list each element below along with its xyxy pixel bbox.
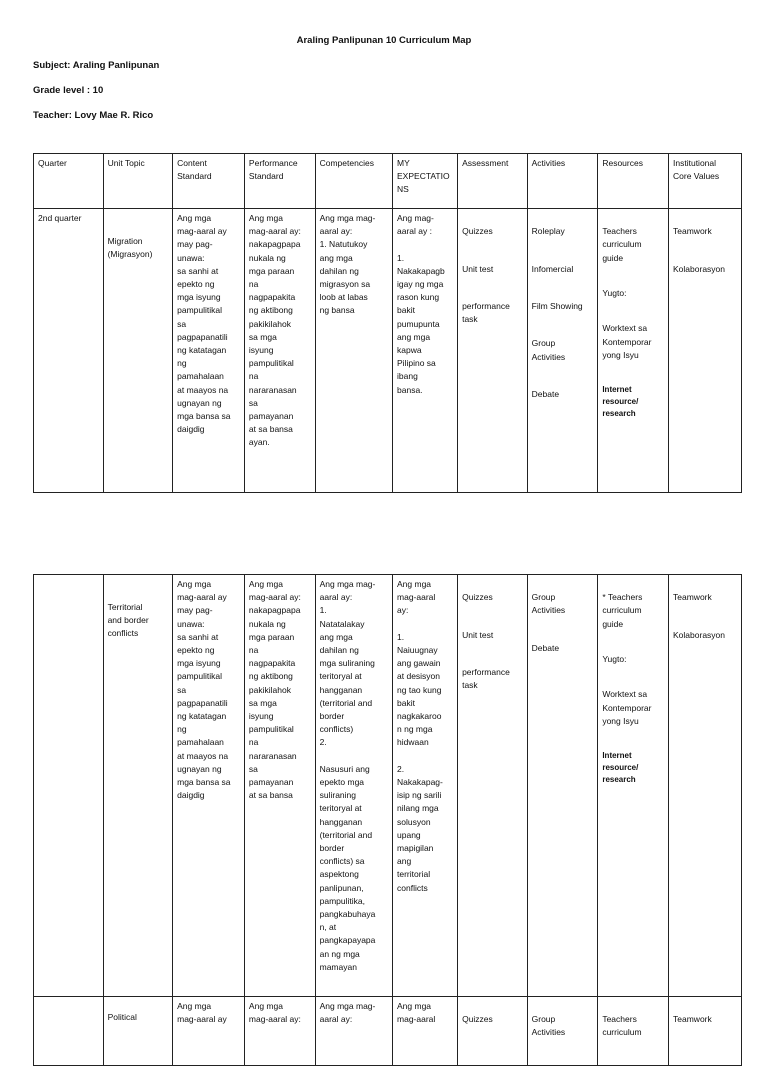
activity-item: Group Activities bbox=[531, 592, 566, 616]
unit-topic-cell: Territorial and border conflicts bbox=[103, 575, 173, 997]
assessment-item: Unit test bbox=[462, 629, 494, 640]
resource-item: * Teachers curriculum guide bbox=[602, 592, 643, 629]
competencies-cell: Ang mga mag- aaral ay: 1. Natatalakay ang mga dahilan ng mga suliraning teritoryal at hangganan (territorial and border conflicts) 2. Nasusuri ang epekto mga suliraning teritoryal at hangganan (territorial and border conflicts) sa aspektong panlipunan, pampulitika, pangkabuhaya n, at pangkapayapa an ng mga mamayan bbox=[315, 575, 392, 997]
core-values-cell bbox=[669, 997, 742, 1066]
resource-item: Worktext sa Kontemporar yong Isyu bbox=[602, 323, 652, 360]
teacher-line: Teacher: Lovy Mae R. Rico bbox=[33, 110, 154, 121]
col-header-core-values: Institutional Core Values bbox=[669, 154, 742, 209]
competencies-cell: Ang mga mag- aaral ay: bbox=[315, 997, 392, 1066]
assessment-cell bbox=[458, 997, 528, 1066]
col-header-quarter: Quarter bbox=[34, 154, 104, 209]
table-row bbox=[34, 997, 742, 1066]
performance-standard-cell: Ang mga mag-aaral ay: nakapagpapa nukala ng mga paraan na nagpapakita ng aktibong pakikilahok sa mga isyung pampulitikal na nararanasan sa pamayanan at sa bansa bbox=[244, 575, 315, 997]
assessment-cell bbox=[458, 209, 528, 493]
activities-cell bbox=[527, 575, 598, 997]
expectations-cell: Ang mag- aaral ay : 1. Nakakapagb igay ng mga rason kung bakit pumupunta ang mga kapwa Pilipino sa ibang bansa. bbox=[393, 209, 458, 493]
activity-item: Group Activities bbox=[531, 338, 566, 362]
resource-item: Teachers curriculum bbox=[602, 1014, 642, 1038]
competencies-cell: Ang mga mag- aaral ay: 1. Natutukoy ang mga dahilan ng migrasyon sa loob at labas ng bansa bbox=[315, 209, 392, 493]
quarter-cell: 2nd quarter bbox=[34, 209, 104, 493]
col-header-activities: Activities bbox=[527, 154, 598, 209]
assessment-item: Quizzes bbox=[462, 226, 493, 237]
col-header-competencies: Competencies bbox=[315, 154, 392, 209]
core-value-item: Teamwork bbox=[673, 226, 712, 237]
activities-cell bbox=[527, 997, 598, 1066]
assessment-cell bbox=[458, 575, 528, 997]
activity-item: Roleplay bbox=[531, 226, 565, 237]
activity-item: Group Activities bbox=[531, 1014, 566, 1038]
assessment-item: Quizzes bbox=[462, 1014, 493, 1025]
resource-item-internet: Internet resource/ research bbox=[602, 385, 639, 419]
activity-item: Debate bbox=[531, 642, 560, 653]
header-row bbox=[34, 154, 742, 209]
resources-cell bbox=[598, 209, 669, 493]
document-title: Araling Panlipunan 10 Curriculum Map bbox=[296, 35, 472, 46]
assessment-item: Quizzes bbox=[462, 592, 493, 603]
content-standard-cell: Ang mga mag-aaral ay may pag- unawa: sa sanhi at epekto ng mga isyung pampulitikal sa pagpapanatili ng katatagan ng pamahalaan at maayos na ugnayan ng mga bansa sa daigdig bbox=[173, 209, 245, 493]
curriculum-table-1 bbox=[33, 153, 742, 493]
activities-cell bbox=[527, 209, 598, 493]
unit-topic-cell: Political bbox=[103, 997, 173, 1066]
content-standard-cell: Ang mga mag-aaral ay bbox=[173, 997, 245, 1066]
table-row bbox=[34, 575, 742, 997]
performance-standard-cell: Ang mga mag-aaral ay: nakapagpapa nukala ng mga paraan na nagpapakita ng aktibong pakikilahok sa mga isyung pampulitikal na nararanasan sa pamayanan at sa bansa ayan. bbox=[244, 209, 315, 493]
subject-line: Subject: Araling Panlipunan bbox=[33, 60, 160, 71]
unit-topic-cell: Migration (Migrasyon) bbox=[103, 209, 173, 493]
resource-item: Teachers curriculum guide bbox=[602, 226, 642, 263]
core-value-item: Teamwork bbox=[673, 592, 712, 603]
table-row bbox=[34, 209, 742, 493]
resource-item-internet: Internet resource/ research bbox=[602, 751, 639, 785]
quarter-cell bbox=[34, 997, 104, 1066]
quarter-cell bbox=[34, 575, 104, 997]
assessment-item: performance task bbox=[462, 301, 510, 325]
col-header-unit-topic: Unit Topic bbox=[103, 154, 173, 209]
grade-line: Grade level : 10 bbox=[33, 85, 104, 96]
core-value-item: Kolaborasyon bbox=[673, 629, 725, 640]
expectations-cell: Ang mga mag-aaral bbox=[393, 997, 458, 1066]
performance-standard-cell: Ang mga mag-aaral ay: bbox=[244, 997, 315, 1066]
col-header-expectations: MY EXPECTATIO NS bbox=[393, 154, 458, 209]
core-value-item: Kolaborasyon bbox=[673, 263, 725, 274]
resources-cell bbox=[598, 575, 669, 997]
activity-item: Debate bbox=[531, 389, 560, 400]
expectations-cell: Ang mga mag-aaral ay: 1. Naiuugnay ang gawain at desisyon ng tao kung bakit nagkakaroo n ng mga hidwaan 2. Nakakapag- isip ng sarili nilang mga solusyon upang mapigilan ang territorial conflicts bbox=[393, 575, 458, 997]
assessment-item: performance task bbox=[462, 667, 510, 691]
activity-item: Infomercial bbox=[531, 263, 574, 274]
col-header-content-standard: Content Standard bbox=[173, 154, 245, 209]
resource-item: Worktext sa Kontemporar yong Isyu bbox=[602, 689, 652, 726]
col-header-performance-standard: Performance Standard bbox=[244, 154, 315, 209]
core-values-cell bbox=[669, 209, 742, 493]
col-header-resources: Resources bbox=[598, 154, 669, 209]
assessment-item: Unit test bbox=[462, 263, 494, 274]
core-values-cell bbox=[669, 575, 742, 997]
col-header-assessment: Assessment bbox=[458, 154, 528, 209]
resource-item: Yugto: bbox=[602, 654, 627, 665]
core-value-item: Teamwork bbox=[673, 1014, 712, 1025]
activity-item: Film Showing bbox=[531, 301, 583, 312]
content-standard-cell: Ang mga mag-aaral ay may pag- unawa: sa sanhi at epekto ng mga isyung pampulitikal sa pagpapanatili ng katatagan ng pamahalaan at maayos na ugnayan ng mga bansa sa daigdig bbox=[173, 575, 245, 997]
resource-item: Yugto: bbox=[602, 288, 627, 299]
resources-cell bbox=[598, 997, 669, 1066]
curriculum-table-2 bbox=[33, 574, 742, 1066]
